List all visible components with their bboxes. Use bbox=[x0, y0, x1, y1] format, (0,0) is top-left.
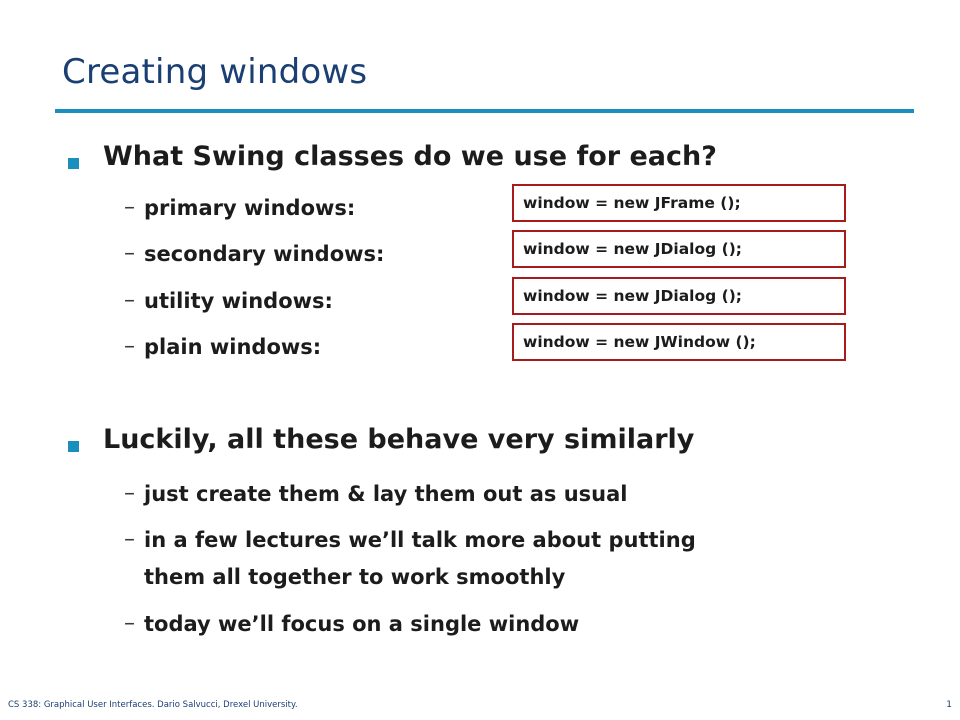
dash-icon: – bbox=[124, 481, 135, 506]
dash-icon: – bbox=[124, 195, 135, 220]
slide-title: Creating windows bbox=[62, 52, 368, 92]
footer-course-credit: CS 338: Graphical User Interfaces. Dario Salvucci, Drexel University. bbox=[8, 700, 298, 710]
dash-icon: – bbox=[124, 611, 135, 636]
sub-item-text: utility windows: bbox=[144, 289, 333, 313]
code-box-jdialog-secondary: window = new JDialog (); bbox=[512, 230, 846, 268]
sub-item-text: in a few lectures we’ll talk more about putting bbox=[144, 528, 696, 552]
dash-icon: – bbox=[124, 241, 135, 266]
sub-item-text: them all together to work smoothly bbox=[144, 565, 566, 589]
page-number: 1 bbox=[946, 700, 952, 710]
code-box-jdialog-utility: window = new JDialog (); bbox=[512, 277, 846, 315]
sub-item-text: today we’ll focus on a single window bbox=[144, 612, 580, 636]
dash-icon: – bbox=[124, 527, 135, 552]
bullet-1 bbox=[68, 141, 717, 172]
code-box-jwindow: window = new JWindow (); bbox=[512, 323, 846, 361]
bullet-1-text: What Swing classes do we use for each? bbox=[103, 141, 717, 172]
bullet-square-icon bbox=[68, 158, 79, 169]
bullet-square-icon bbox=[68, 441, 79, 452]
dash-icon: – bbox=[124, 334, 135, 359]
sub-item-text: secondary windows: bbox=[144, 242, 385, 266]
title-underline bbox=[55, 109, 914, 113]
bullet-2 bbox=[68, 424, 695, 455]
code-box-jframe: window = new JFrame (); bbox=[512, 184, 846, 222]
sub-item-text: just create them & lay them out as usual bbox=[144, 482, 628, 506]
dash-icon: – bbox=[124, 288, 135, 313]
sub-item-text: plain windows: bbox=[144, 335, 322, 359]
bullet-2-text: Luckily, all these behave very similarly bbox=[103, 424, 695, 455]
sub-item-text: primary windows: bbox=[144, 196, 356, 220]
